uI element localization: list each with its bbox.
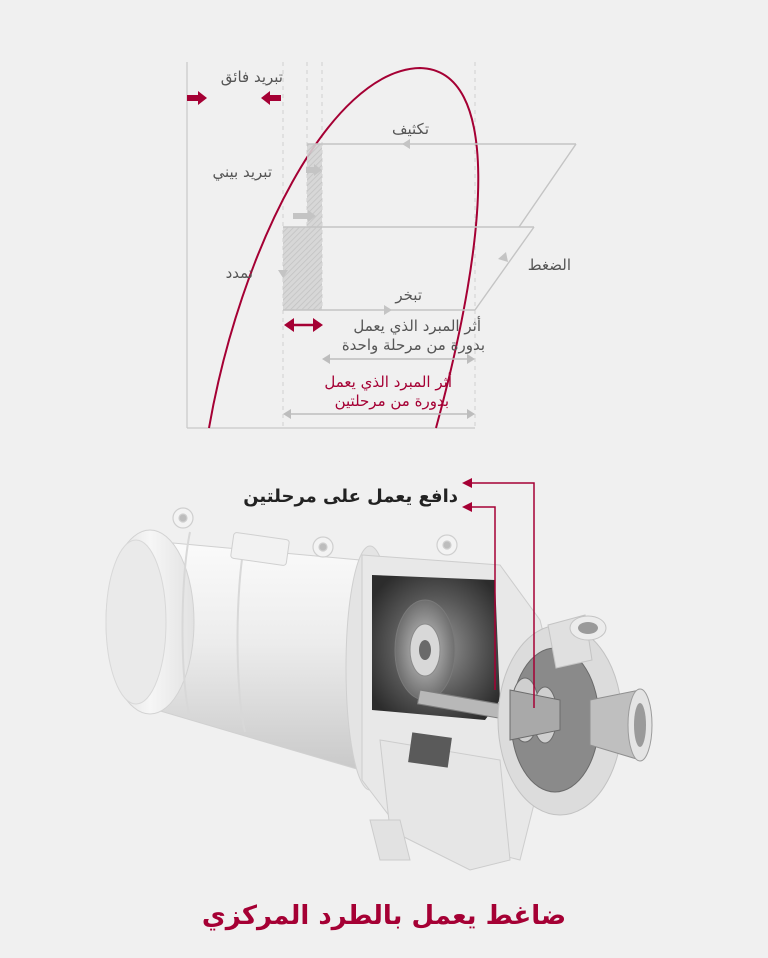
single-stage-effect-line1: أثر المبرد الذي يعمل bbox=[353, 317, 481, 335]
subcooling-label: تبريد فائق bbox=[220, 68, 283, 86]
condensation-label: تكثيف bbox=[391, 120, 429, 138]
callout-arrow-bottom-icon bbox=[462, 502, 472, 512]
two-stage-effect-line1: أثر المبرد الذي يعمل bbox=[324, 373, 452, 391]
refrigeration-cycle bbox=[283, 144, 576, 310]
ph-diagram bbox=[187, 62, 576, 428]
evaporation-arrow-icon bbox=[384, 305, 392, 315]
intercooling-label: تبريد بيني bbox=[212, 163, 272, 181]
single-stage-effect-line2: بدورة من مرحلة واحدة bbox=[341, 336, 485, 354]
expansion-label: تمدد bbox=[225, 264, 253, 282]
two-stage-bonus-arrow bbox=[284, 318, 323, 332]
two-stage-effect-arrow bbox=[283, 409, 475, 419]
subcooling-arrows bbox=[187, 91, 281, 105]
condensation-arrow-icon bbox=[402, 139, 410, 149]
compressor-title: ضاغط يعمل بالطرد المركزي bbox=[201, 901, 567, 931]
callout-arrow-top-icon bbox=[462, 478, 472, 488]
two-stage-effect-line2: بدورة من مرحلتين bbox=[334, 392, 449, 410]
evaporation-label: تبخر bbox=[395, 286, 422, 304]
compression-arrow-icon bbox=[498, 252, 508, 262]
centrifugal-compressor-illustration bbox=[106, 478, 652, 870]
subcool-arrow-left-icon bbox=[261, 91, 270, 105]
compression-label: الضغط bbox=[527, 256, 571, 274]
subcool-arrow-right-icon bbox=[198, 91, 207, 105]
impeller-label: دافع يعمل على مرحلتين bbox=[243, 486, 458, 507]
